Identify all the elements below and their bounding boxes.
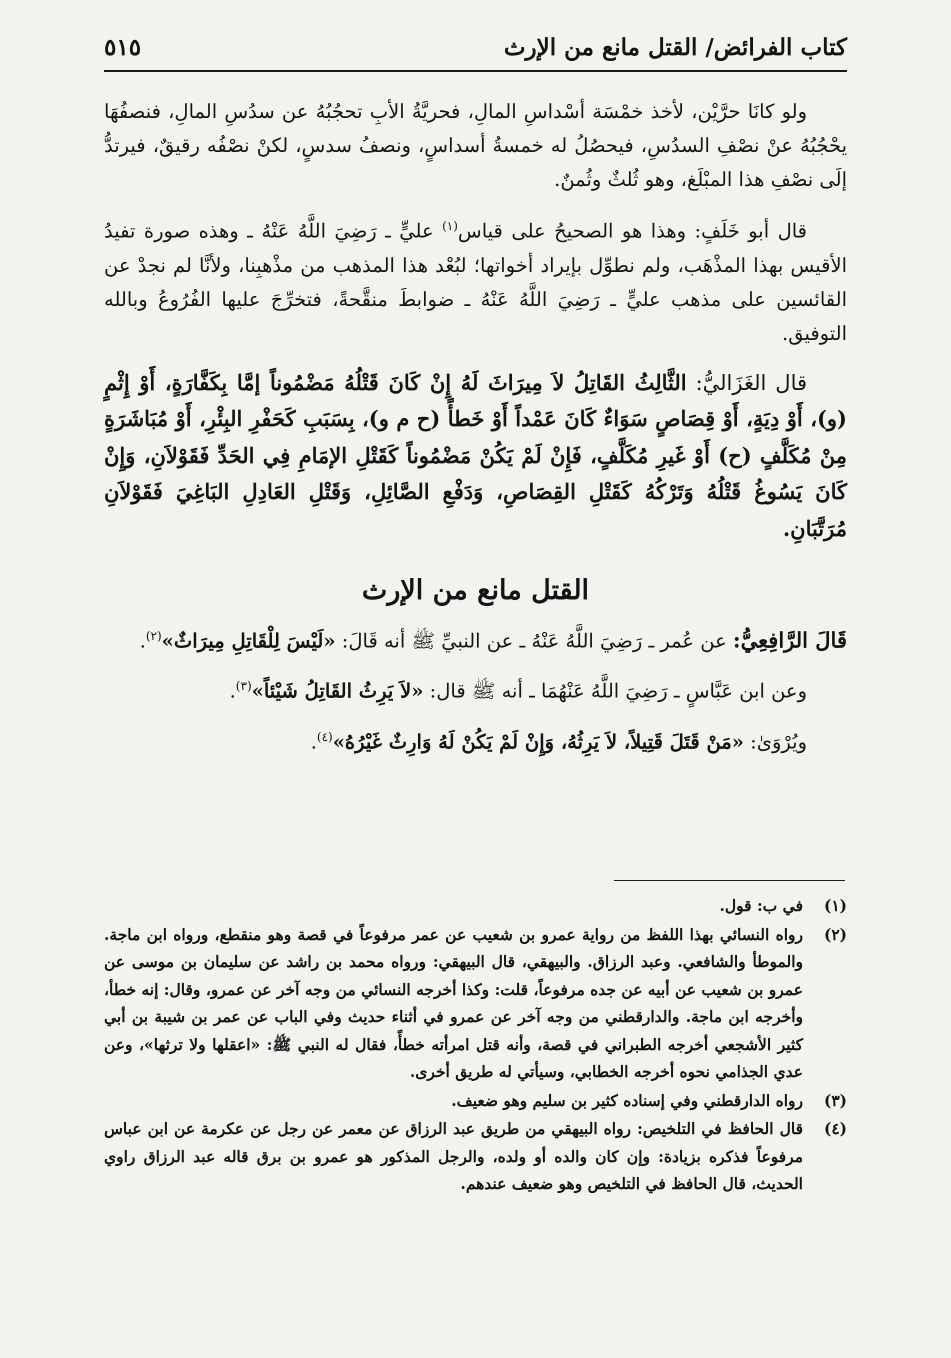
- paragraph-4-lead: قَالَ الرَّافِعِيُّ:: [732, 627, 847, 653]
- footnote-item: [104, 1087, 847, 1115]
- hadith-quote-2: «لاَ يَرِثُ القَاتِلُ شَيْئاً»: [251, 679, 424, 702]
- paragraph-1: ولو كانَا حرَّيْن، لأخذ خمْسَة أسْداسِ المالِ، فحريَّةُ الأبِ تحجُبُهُ عن سدُسِ المالِ، فنصفُهَا يحْجُبُهُ عنْ نصْفِ السدُسِ، فيحصُلُ له خمسةُ أسداسٍ، ونصفُ سدسٍ، لكنْ نصْفُه رقيقٌ، فيرتدُّ إلَى نصْفِ هذا المبْلَغ، وهو ثُلثٌ وثُمنٌ.: [104, 100, 847, 191]
- footnote-text: قال الحافظ في التلخيص: رواه البيهقي من طريق عبد الرزاق عن معمر عن رجل عن عكرمة عن ابن عباس مرفوعاً فذكره بزيادة: وإن كان والده أو ولده، والرجل المذكور هو عمرو بن برق قاله عبد الرزاق راوي الحديث، قال الحافظ في التلخيص وهو ضعيف عندهم.: [104, 1119, 803, 1193]
- hadith-quote-3: «مَنْ قَتَلَ قَتِيلاً، لاَ يَرِثُهُ، وَإِنْ لَمْ يَكُنْ لَهُ وَارِثٌ غَيْرُهُ»: [332, 730, 744, 754]
- footnote-number: (١): [823, 896, 847, 915]
- footnote-number: (٣): [823, 1090, 847, 1110]
- paragraph-2: [104, 209, 847, 351]
- paragraph-5-end: .: [229, 679, 236, 702]
- footnote-item: [104, 921, 847, 1086]
- footnote-ref-3: (٣): [235, 678, 252, 693]
- paragraph-3-matn: الثَّالِثُ القَاتِلُ لاَ مِيرَاثَ لَهُ إِنْ كَانَ قَتْلُهُ مَضْمُوناً إمَّا بِكَفَّارَةٍ، أَوْ إِثْمٍ (و)، أَوْ دِيَةٍ، أَوْ قِصَاصٍ سَوَاءٌ كَانَ عَمْداً أَوْ خَطأً (ح م و)، بِسَبَبِ كَحَفْرِ البِئْرِ، أَوْ مُبَاشَرَةٍ مِنْ مُكَلَّفٍ (ح) أَوْ غَيرِ مُكَلَّفٍ، فَإِنْ لَمْ يَكُنْ مَضْمُوناً كَقَتْلِ الإمَامِ فِي الحَدِّ فَقَوْلاَنِ، وَإِنْ كَانَ يَسُوغُ قَتْلُهُ وَتَرْكُهُ كَقَتْلِ القِصَاصِ، وَدَفْعِ الصَّائِلِ، وَقَتْلِ العَادِلِ البَاغِيَ فَقَوْلاَنِ مُرَتَّبَانِ.: [104, 369, 847, 541]
- paragraph-2-start: قال أبو خَلَفٍ: وهذا هو الصحيحُ على قياس: [457, 219, 807, 243]
- footnote-number: (٢): [823, 924, 847, 944]
- page-number: ٥١٥: [104, 34, 142, 61]
- paragraph-5: [104, 667, 847, 711]
- paragraph-6-end: .: [310, 730, 317, 754]
- main-text: [104, 95, 847, 762]
- paragraph-5-text: وعن ابن عَبَّاسٍ ـ رَضِيَ اللَّهُ عَنْهُمَا ـ أنه ﷺ قال:: [423, 679, 807, 702]
- paragraph-4-text: عن عُمر ـ رَضِيَ اللَّهُ عَنْهُ ـ عن النبيِّ ﷺ أنه قَالَ:: [335, 629, 733, 653]
- footnote-item: [104, 892, 847, 920]
- footnote-ref-1: (١): [442, 219, 458, 233]
- paragraph-6-text: ويُرْوَىٰ:: [743, 730, 807, 754]
- page-header: [104, 30, 847, 72]
- footnote-number: (٤): [823, 1119, 847, 1138]
- paragraph-6: [104, 718, 847, 762]
- footnotes: [104, 892, 847, 1199]
- footnote-ref-2: (٢): [145, 629, 162, 643]
- paragraph-3-lead: قال الغَزَاليُّ:: [686, 370, 808, 395]
- running-title: كتاب الفرائض/ القتل مانع من الإرث: [503, 34, 847, 61]
- footnote-ref-4: (٤): [316, 730, 333, 744]
- footnote-text: رواه الدارقطني وفي إسناده كثير بن سليم وهو ضعيف.: [451, 1090, 803, 1110]
- paragraph-3: [104, 365, 847, 548]
- footnote-text: رواه النسائي بهذا اللفظ من رواية عمرو بن شعيب عن عمر مرفوعاً في قصة وهو منقطع، ورواه ابن ماجة. والموطأ والشافعي. وعبد الرزاق. والبيهقي، قال البيهقي: ورواه محمد بن راشد عن سليمان بن موسى عن عمرو بن شعيب عن أبيه عن جده مرفوعاً، قلت: وكذا أخرجه النسائي من وجه آخر عن عمرو، وقال: إنه خطأ، وأخرجه ابن ماجة. والدارقطني من وجه آخر عن عمرو في أثناء حديث وفي الباب عن عمر بن شيبة بن أبي كثير الأشجعي أخرجه الطبراني في قصة، وأنه قتل امرأته خطأً، فقال له النبي ﷺ: «اعقلها ولا ترثها»، وعن عدي الجذامي نحوه أخرجه الخطابي، وسيأتي له طريق أخرى.: [104, 924, 803, 1081]
- section-heading: القتل مانع من الإرث: [361, 575, 590, 606]
- paragraph-2-end: عليٍّ ـ رَضِيَ اللَّهُ عَنْهُ ـ وهذه صورة تفيدُ الأقيس بهذا المذْهَب، ولم نطوِّل بإيراد أخواتها؛ لبُعْد هذا المذهب من مذْهبِنا، ولأنَّا لم نجدْ عن القائسين على مذهب عليٍّ ـ رَضِيَ اللَّهُ عَنْهُ ـ ضوابطَ منقَّحةً، فتخرِّجَ عليها الفُرُوعُ وبالله التوفيق.: [104, 219, 847, 345]
- footnote-divider: [614, 880, 845, 881]
- footnote-text: في ب: قول.: [719, 896, 803, 915]
- hadith-quote-1: «لَيْسَ لِلْقَاتِلِ مِيرَاثٌ»: [161, 629, 336, 653]
- footnote-item: [104, 1115, 847, 1198]
- paragraph-4-end: .: [139, 629, 146, 653]
- paragraph-4: [104, 619, 847, 659]
